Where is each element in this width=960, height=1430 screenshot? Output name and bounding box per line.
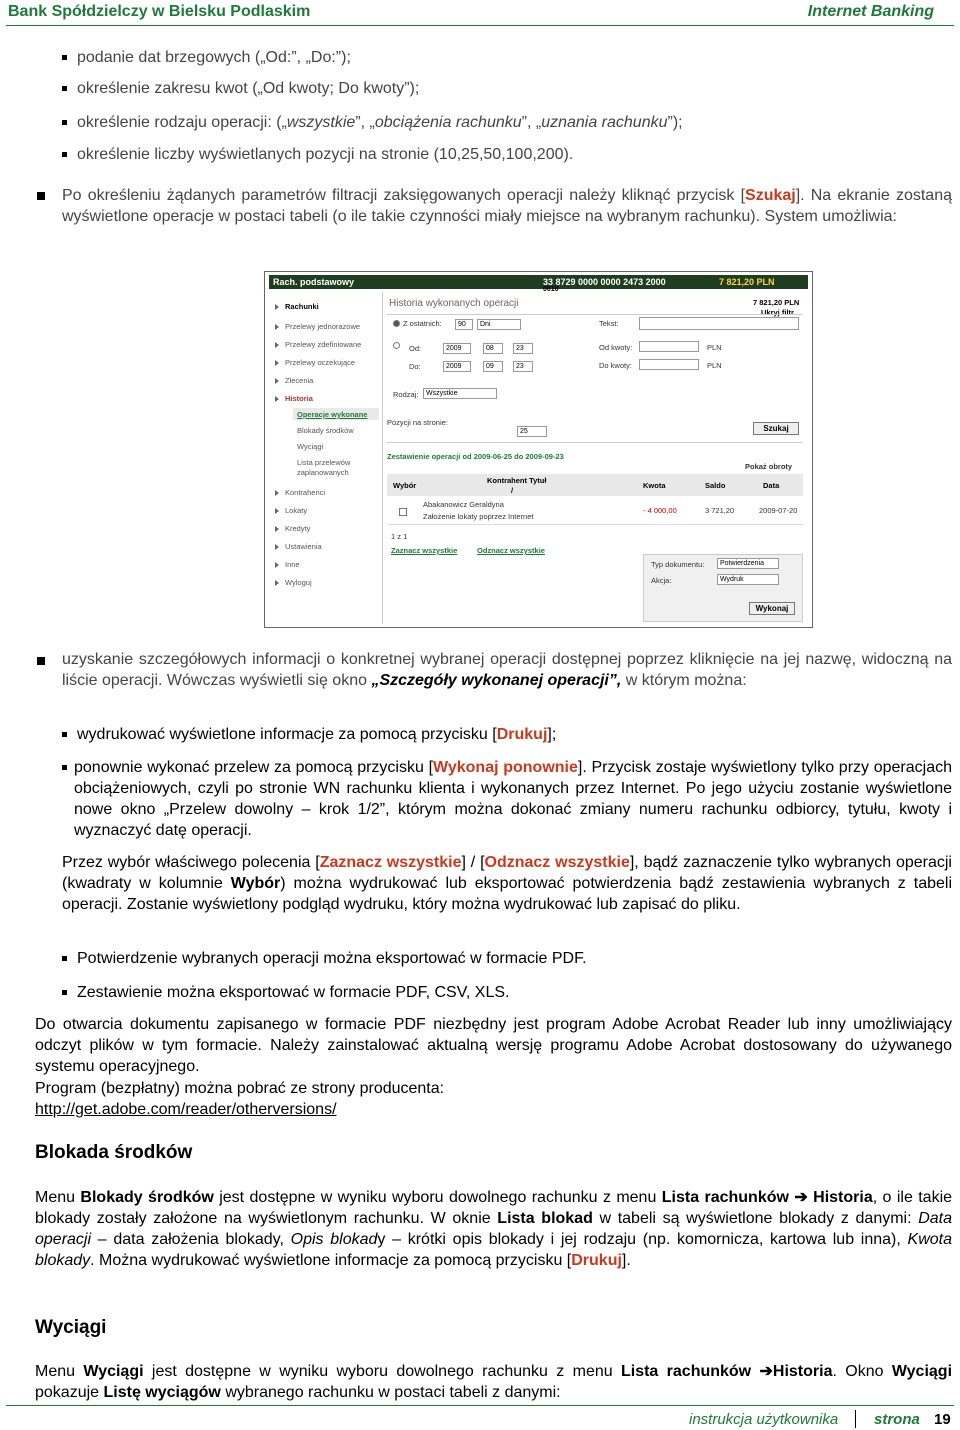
chevron-right-icon [275,396,279,402]
sidebar-item[interactable]: Wyloguj [285,578,312,587]
pagination: 1 z 1 [391,532,408,541]
bullet-icon [62,55,67,60]
bullet-icon [62,990,67,995]
summary-title: Zestawienie operacji od 2009-06-25 do 2009-09-23 [387,452,564,461]
row-checkbox[interactable] [399,508,407,516]
list-item: określenie rodzaju operacji: („wszystkie”, „obciążenia rachunku”, „uznania rachunku”); [62,112,683,133]
bullet-icon [62,956,67,961]
chevron-right-icon [275,544,279,550]
chevron-right-icon [275,580,279,586]
history-screenshot [264,271,813,628]
bullet-icon [62,86,67,91]
account-bar: Rach. podstawowy 33 8729 0000 0000 2473 2000 0010 7 821,20 PLN [269,275,808,289]
sidebar-item[interactable]: Inne [285,560,300,569]
paragraph: Menu Blokady środków jest dostępne w wyniku wyboru dowolnego rachunku z menu Lista rachunków ➔ Historia, o ile takie blokady zostały założone na wyświetlonym rachunku. W oknie Lista blokad w tabeli są wyświetlone blokady z danymi: Data operacji – data założenia blokady, Opis blokady – krótki opis blokady i jej rodzaju (np. komornicza, kartowa lub inna), Kwota blokady. Można wydrukować wyświetlone informacje za pomocą przycisku [Drukuj]. [35,1189,953,1269]
sidebar-item[interactable]: Ustawienia [285,542,322,551]
bullet-icon [62,152,67,157]
sidebar-item[interactable]: Blokady środków [297,426,354,435]
panel-title: Historia wykonanych operacji [389,298,519,309]
page-number: 19 [934,1411,951,1428]
paragraph: Program (bezpłatny) można pobrać ze strony producenta: [35,1080,445,1097]
chevron-right-icon [275,508,279,514]
row-balance: 3 721,20 [705,506,735,515]
list-item: określenie liczby wyświetlanych pozycji na stronie (10,25,50,100,200). [62,144,573,165]
radio-range[interactable] [393,342,400,349]
sidebar-item[interactable]: Przelewy oczekujące [285,358,356,367]
sidebar-item[interactable]: Przelewy jednorazowe [285,322,361,331]
bullet-icon [62,732,67,737]
bank-name: Bank Spółdzielczy w Bielsku Podlaskim [8,3,311,20]
chevron-right-icon [275,304,279,310]
adobe-link[interactable]: http://get.adobe.com/reader/otherversions/ [35,1101,337,1118]
bullet-icon [37,657,45,665]
list-item: określenie zakresu kwot („Od kwoty; Do kwoty”); [62,78,419,99]
sidebar-item[interactable]: Rachunki [285,302,319,311]
sidebar-item[interactable]: Przelewy zdefiniowane [285,340,362,349]
bullet-icon [62,120,67,125]
account-tab: Rach. podstawowy [273,277,355,287]
arrow-icon: ➔ [751,1363,773,1380]
bullet-icon [37,192,45,200]
row-amount: - 4 000,00 [643,506,677,515]
doc-type-select[interactable]: Potwierdzenia [717,558,779,569]
text-input[interactable] [639,317,799,330]
sidebar-item[interactable]: Lista przelewów [297,458,351,467]
type-select[interactable]: Wszystkie [423,388,497,399]
chevron-right-icon [275,360,279,366]
sidebar-item[interactable]: Kontrahenci [285,488,326,497]
sidebar [271,292,383,624]
product-name: Internet Banking [807,3,934,20]
chevron-right-icon [275,490,279,496]
sidebar-item[interactable]: Zlecenia [285,376,314,385]
action-select[interactable]: Wydruk [717,574,779,585]
arrow-icon: ➔ [788,1189,814,1206]
per-page-select[interactable]: 25 [517,426,547,437]
footer-separator [855,1410,856,1428]
chevron-right-icon [275,342,279,348]
account-number: 33 8729 0000 0000 2473 2000 [543,277,666,287]
footer-divider [6,1405,954,1406]
chevron-right-icon [275,378,279,384]
account-balance: 7 821,20 PLN [719,277,775,287]
list-item: podanie dat brzegowych („Od:”, „Do:”); [62,47,351,68]
hide-filter-link[interactable]: Ukryj filtr [761,308,794,317]
main-panel: Historia wykonanych operacji 7 821,20 PLN Ukryj filtr Z ostatnich: 90 Dni Tekst: Od: 2009 08 23 Do: 2009 09 23 Od kwoty: PLN Do kwoty: PLN Rodzaj: Wszystkie Pozycji na stronie: 25 Szukaj Zestawienie operacji od 2009-06-25 do 2009-09-23 Pokaż obroty Wybór Kontrahent Tytuł / Kwota Saldo Data Abakanowicz Geraldyna Założenie lokaty poprzez Internet - 4 000,00 3 721,20 2009-07-20 1 z 1 Zaznacz wszystkie Odznacz wszystkie Typ dokumentu: Potwierdzenia Akcja: Wydruk Wykonaj [387,292,807,624]
chevron-right-icon [275,526,279,532]
table-header: Wybór Kontrahent Tytuł / Kwota Saldo Data [387,474,803,496]
section-heading: Blokada środków [35,1142,193,1163]
list-item: Zestawienie można eksportować w formacie PDF, CSV, XLS. [62,982,509,1003]
amount-to-input[interactable] [639,359,699,370]
paragraph: Przez wybór właściwego polecenia [Zaznacz wszystkie] / [Odznacz wszystkie], bądź zaznaczenie tylko wybranych operacji (kwadraty w kolumnie Wybór) można wydrukować lub eksportować potwierdzenia bądź zestawienia wybranych z tabeli operacji. Zostanie wyświetlony podgląd wydruku, który można wydrukować lub zapisać do pliku. [62,854,952,913]
row-title[interactable]: Założenie lokaty poprzez Internet [423,512,534,521]
execute-button[interactable]: Wykonaj [749,602,795,615]
chevron-right-icon [275,324,279,330]
footer-label: instrukcja użytkownika [689,1411,839,1428]
footer-page-word: strona [874,1411,920,1428]
list-item: wydrukować wyświetlone informacje za pomocą przycisku [Drukuj]; [62,724,556,745]
sidebar-item[interactable]: Lokaty [285,506,308,515]
list-item: Potwierdzenie wybranych operacji można eksportować w formacie PDF. [62,948,587,969]
paragraph: uzyskanie szczegółowych informacji o konkretnej wybranej operacji dostępnej poprzez kliknięcie na jej nazwę, widoczną na liście operacji. Wówczas wyświetli się okno „Szczegóły wykonanej operacji”, w którym można: [62,651,952,689]
last-days-input[interactable]: 90 [455,319,473,330]
header-divider [6,25,954,26]
paragraph: ponownie wykonać przelew za pomocą przycisku [Wykonaj ponownie]. Przycisk zostaje wyświetlony tylko przy operacjach obciążeniowych, czyli po stronie WN rachunku klienta i wykonanych przez Internet. Po jego użyciu zostanie wyświetlone nowe okno „Przelew dowolny – krok 1/2”, którym można dokonać zmiany numeru rachunku odbiorcy, tytułu, kwoty i wyznaczyć datę operacji. [74,759,952,839]
row-date: 2009-07-20 [759,506,798,515]
row-counterparty[interactable]: Abakanowicz Geraldyna [423,500,504,509]
show-turnover-link[interactable]: Pokaż obroty [745,462,793,471]
section-heading: Wyciągi [35,1317,107,1338]
radio-last[interactable] [393,320,400,327]
paragraph: Do otwarcia dokumentu zapisanego w formacie PDF niezbędny jest program Adobe Acrobat Reader lub inny umożliwiający odczyt plików w tym formacie. Należy zainstalować aktualną wersję programu Adobe Acrobat dostosowany do używanego systemu operacyjnego. [35,1016,952,1075]
bullet-icon [62,765,67,770]
paragraph: Po określeniu żądanych parametrów filtracji zaksięgowanych operacji należy kliknąć przycisk [Szukaj]. Na ekranie zostaną wyświetlone operacje w postaci tabeli (o ile takie czynności miały miejsce na wybranym rachunku). System umożliwia: [62,187,952,225]
paragraph: Menu Wyciągi jest dostępne w wyniku wyboru dowolnego rachunku z menu Lista rachunków ➔Historia. Okno Wyciągi pokazuje Listę wyciągów wybranego rachunku w postaci tabeli z danymi: [35,1363,953,1401]
sidebar-item[interactable]: zaplanowanych [297,468,349,477]
sidebar-item[interactable]: Wyciągi [297,442,324,451]
chevron-right-icon [275,562,279,568]
deselect-all-link[interactable]: Odznacz wszystkie [477,546,545,555]
page-header [0,0,960,26]
sidebar-item[interactable]: Kredyty [285,524,311,533]
sidebar-item[interactable]: Historia [285,394,313,403]
sidebar-item[interactable]: Operacje wykonane [297,410,368,419]
amount-from-input[interactable] [639,341,699,352]
search-button[interactable]: Szukaj [753,422,799,435]
last-unit-select[interactable]: Dni [477,319,521,330]
select-all-link[interactable]: Zaznacz wszystkie [391,546,458,555]
